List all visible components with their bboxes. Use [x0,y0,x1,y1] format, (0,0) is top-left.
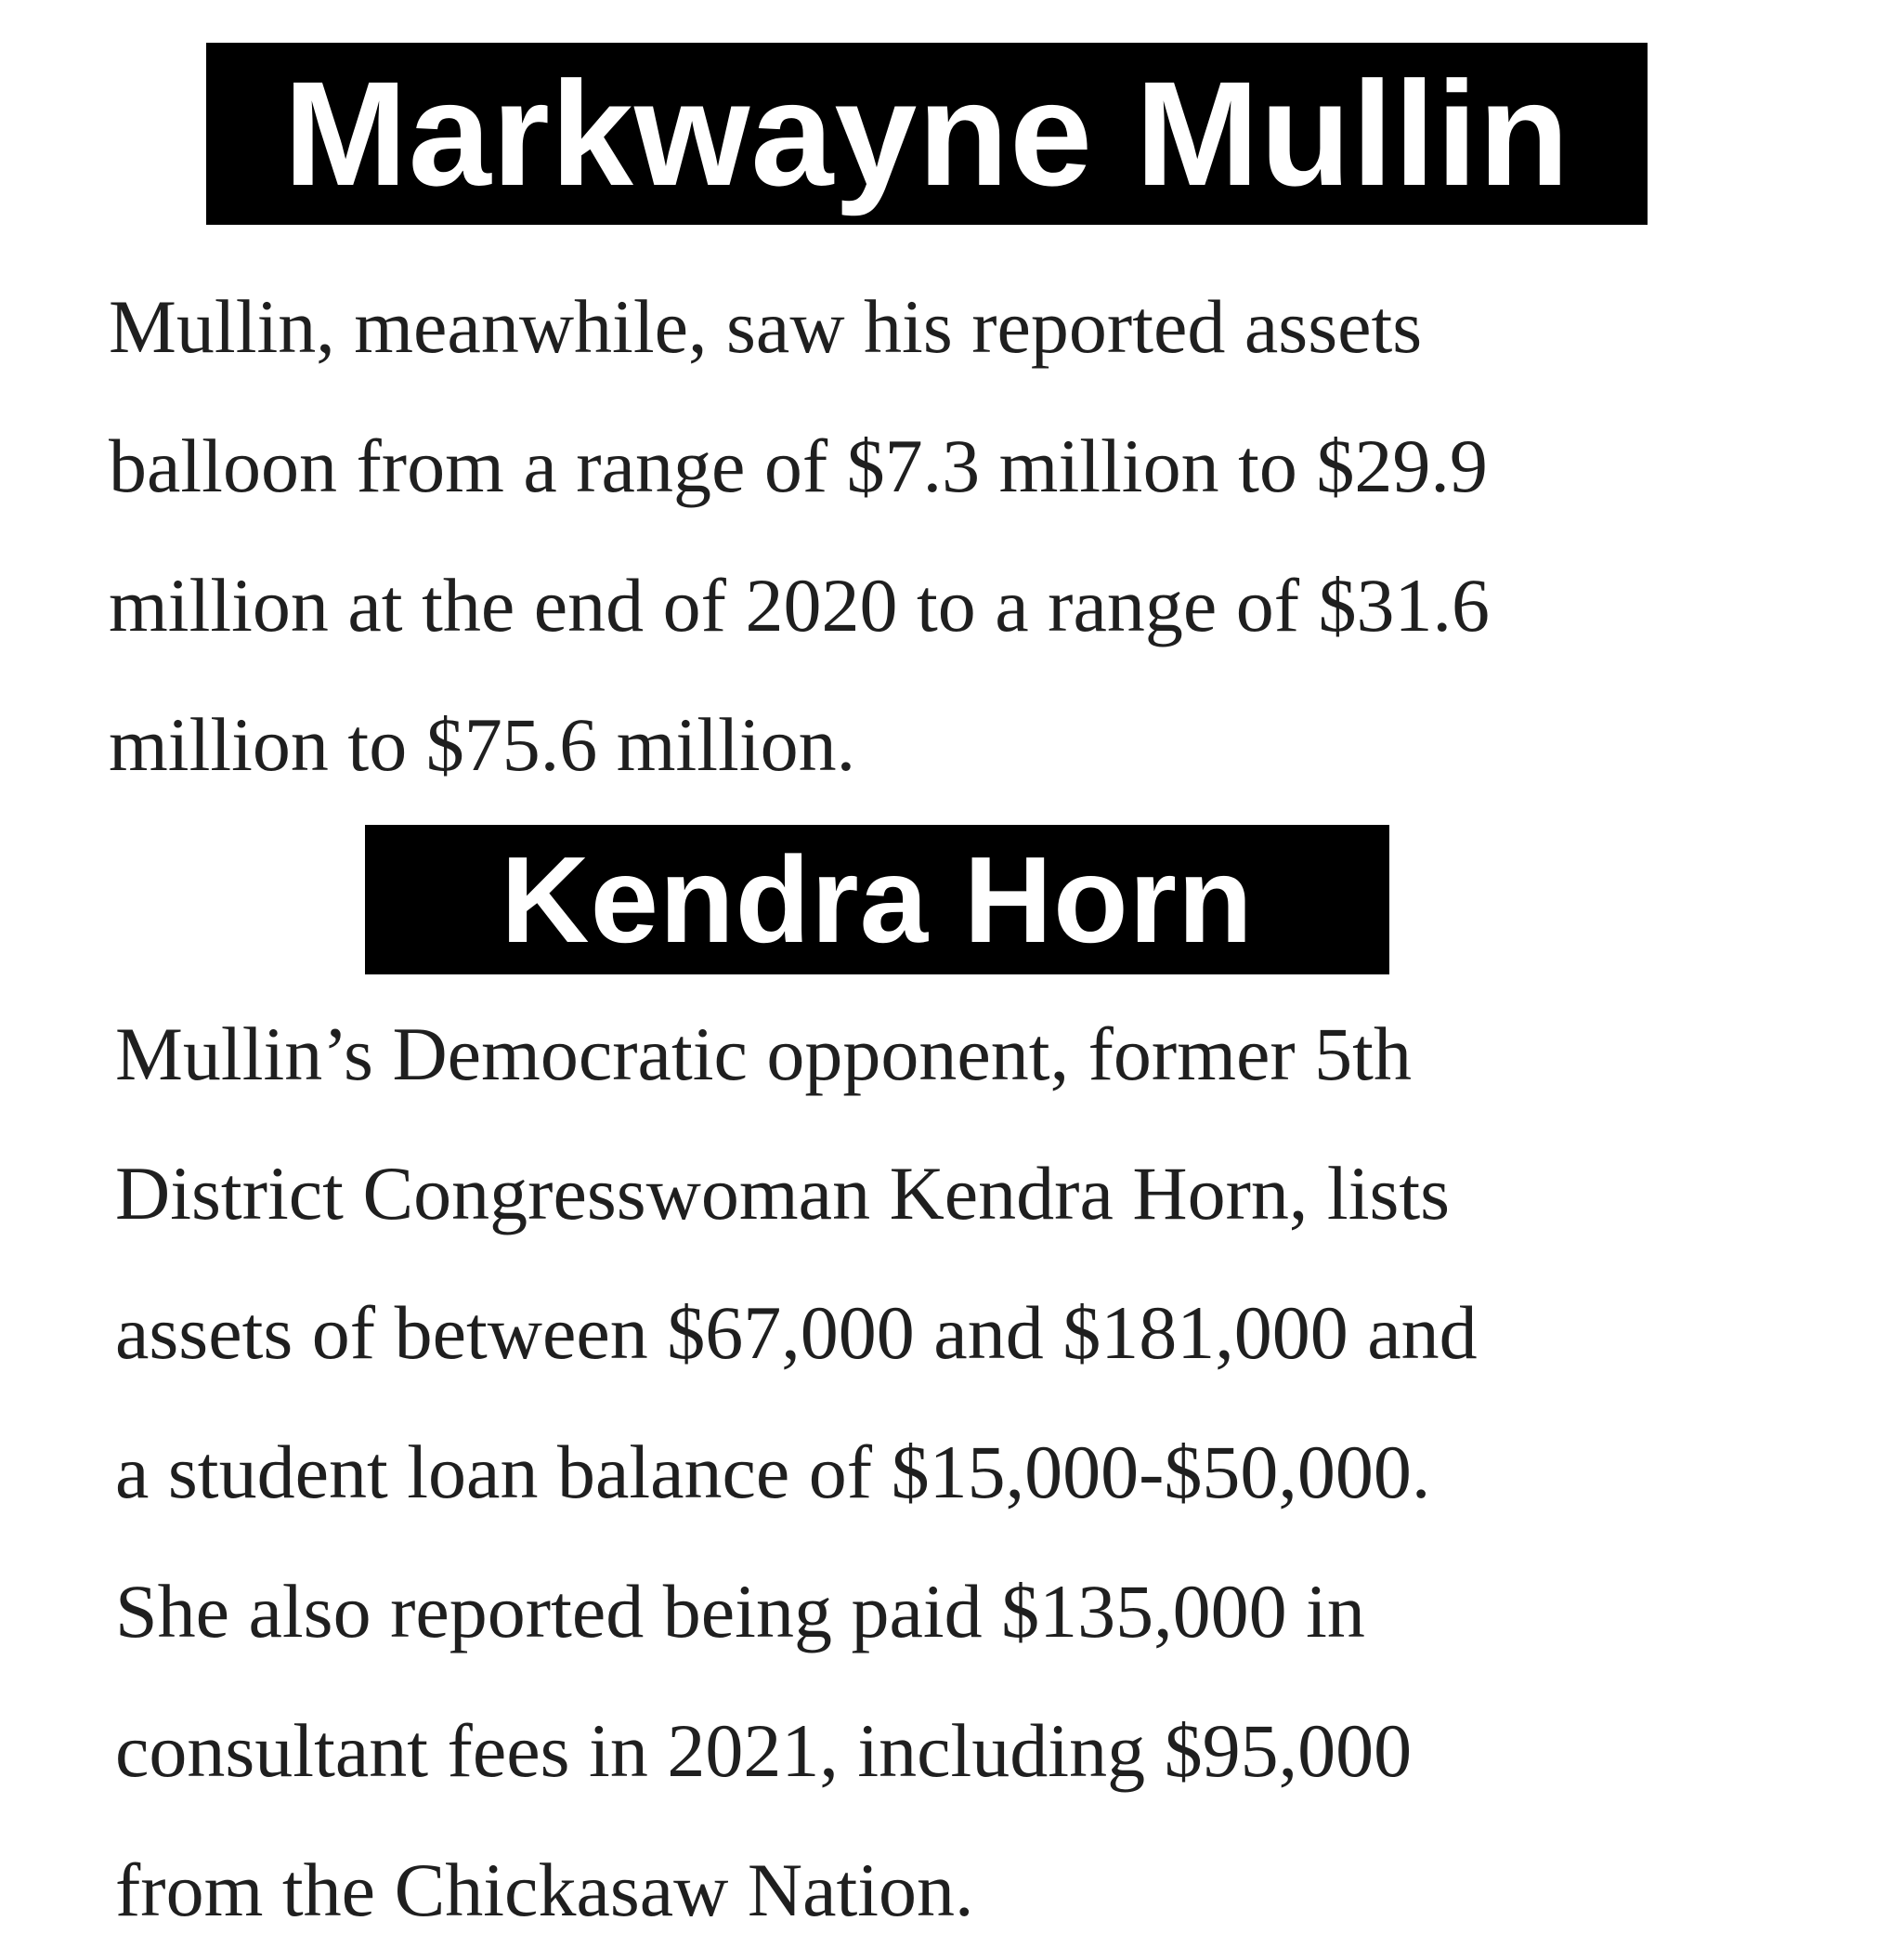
paragraph-line: balloon from a range of $7.3 million to $29.9 [109,424,1488,508]
heading-kendra-horn: Kendra Horn [365,825,1389,974]
paragraph-line: Mullin’s Democratic opponent, former 5th [115,1012,1412,1096]
paragraph-line: Mullin, meanwhile, saw his reported assets [109,284,1423,369]
paragraph-line: consultant fees in 2021, including $95,000 [115,1708,1413,1793]
heading-markwayne-mullin: Markwayne Mullin [206,43,1648,225]
paragraph-line: assets of between $67,000 and $181,000 and [115,1290,1478,1375]
paragraph-line: She also reported being paid $135,000 in [115,1569,1365,1653]
paragraph-line: District Congresswoman Kendra Horn, lists [115,1151,1451,1235]
paragraph-mullin-assets [109,257,1490,815]
paragraph-line: million at the end of 2020 to a range of $31.6 [109,563,1491,647]
paragraph-line: million to $75.6 million. [109,702,856,787]
paragraph-line: a student loan balance of $15,000-$50,000. [115,1430,1431,1514]
paragraph-line: from the Chickasaw Nation. [115,1848,974,1932]
paragraph-horn-assets [115,985,1478,1960]
